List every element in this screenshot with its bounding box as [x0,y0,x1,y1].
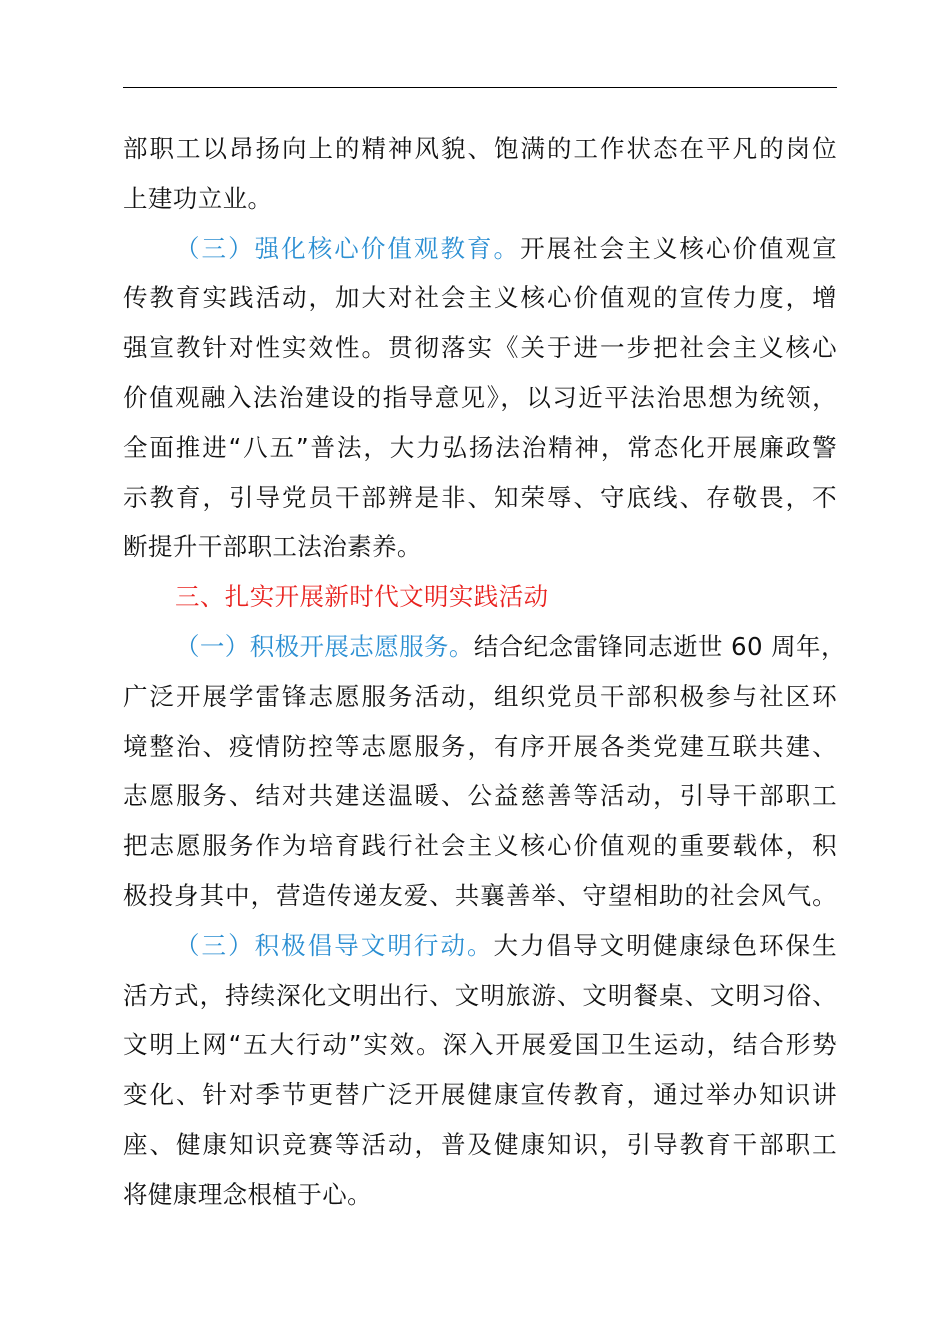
subheading-line [123,622,846,672]
paragraph-text: 开展社会主义核心价值观宣 [520,233,837,263]
section-heading: 三、扎实开展新时代文明实践活动 [175,582,549,612]
paragraph-line: 强宣教针对性实效性。贯彻落实《关于进一步把社会主义核心 [123,333,837,363]
paragraph-line: 境整治、疫情防控等志愿服务，有序开展各类党建互联共建、 [123,731,837,761]
subheading-line [123,224,837,274]
paragraph-line: 传教育实践活动，加大对社会主义核心价值观的宣传力度，增 [123,283,837,313]
paragraph-text: 结合纪念雷锋同志逝世 60 周年， [473,631,846,661]
paragraph-line: 把志愿服务作为培育践行社会主义核心价值观的重要载体，积 [123,831,837,861]
paragraph-line: 示教育，引导党员干部辨是非、知荣辱、守底线、存敬畏，不 [123,482,837,512]
paragraph-line: 变化、针对季节更替广泛开展健康宣传教育，通过举办知识讲 [123,1080,837,1110]
paragraph-line: 志愿服务、结对共建送温暖、公益慈善等活动，引导干部职工 [123,781,837,811]
paragraph-line: 价值观融入法治建设的指导意见》，以习近平法治思想为统领， [123,382,837,412]
paragraph-line: 座、健康知识竞赛等活动，普及健康知识，引导教育干部职工 [123,1129,837,1159]
document-body [123,124,846,1220]
paragraph-line: 全面推进“八五”普法，大力弘扬法治精神，常态化开展廉政警 [123,432,837,462]
paragraph-text: 大力倡导文明健康绿色环保生 [493,930,837,960]
paragraph-line: 广泛开展学雷锋志愿服务活动，组织党员干部积极参与社区环 [123,681,837,711]
paragraph-line: 极投身其中，营造传递友爱、共襄善举、守望相助的社会风气。 [123,880,837,910]
paragraph-line: 文明上网“五大行动”实效。深入开展爱国卫生运动，结合形势 [123,1030,837,1060]
subheading-title: （三）强化核心价值观教育。 [175,233,521,263]
paragraph-line: 上建功立业。 [123,183,273,213]
subheading-title: （一）积极开展志愿服务。 [175,631,474,661]
subheading-title: （三）积极倡导文明行动。 [175,930,494,960]
subheading-line [123,921,837,971]
paragraph-line: 断提升干部职工法治素养。 [123,532,422,562]
header-rule [123,87,837,88]
paragraph-line: 部职工以昂扬向上的精神风貌、饱满的工作状态在平凡的岗位 [123,134,837,163]
paragraph-line: 将健康理念根植于心。 [123,1179,372,1209]
paragraph-line: 活方式，持续深化文明出行、文明旅游、文明餐桌、文明习俗、 [123,980,837,1010]
